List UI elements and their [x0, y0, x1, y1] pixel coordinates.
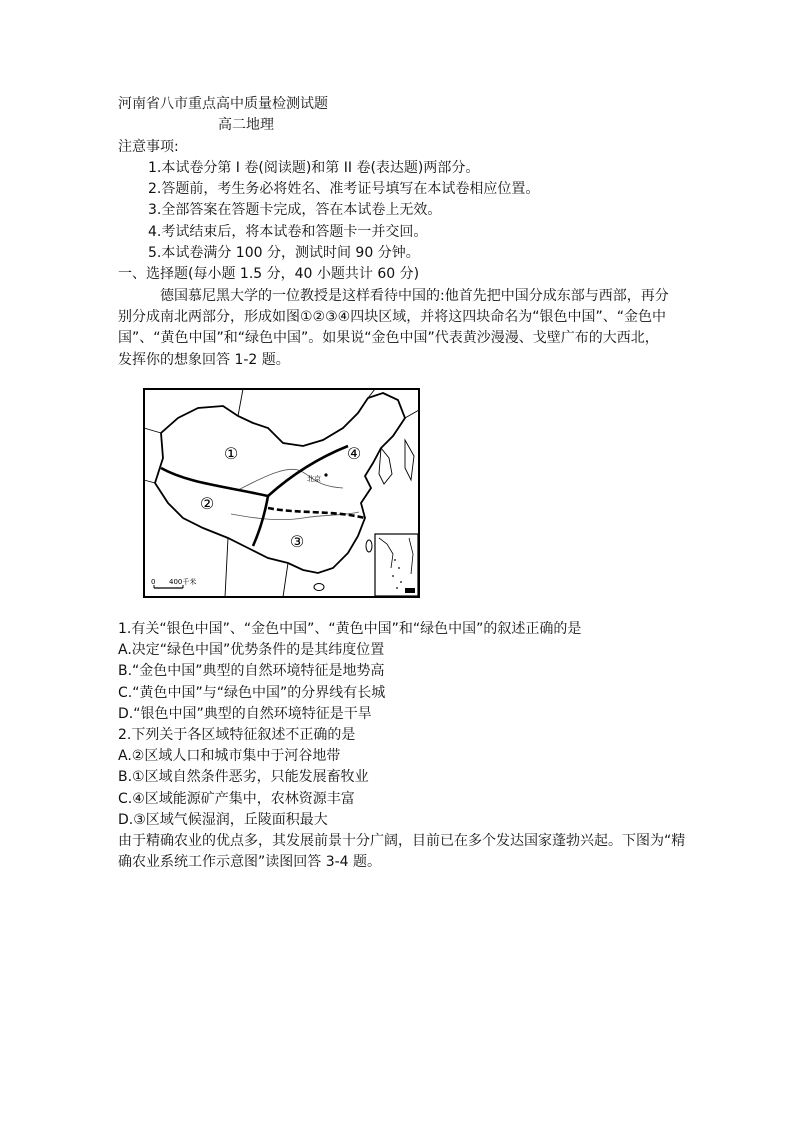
map-svg — [143, 388, 420, 598]
question-2-stem: 2.下列关于各区域特征叙述不正确的是 — [118, 726, 356, 743]
notes-heading: 注意事项: — [118, 138, 179, 155]
city-label-beijing: 北京 — [307, 475, 321, 483]
notes-item-1: 1.本试卷分第 I 卷(阅读题)和第 II 卷(表达题)两部分。 — [148, 159, 480, 176]
notes-item-3: 3.全部答案在答题卡完成，答在本试卷上无效。 — [148, 202, 442, 219]
question-1-option-d: D.“银色中国”典型的自然环境特征是干旱 — [118, 705, 372, 722]
exam-subject: 高二地理 — [218, 117, 274, 134]
question-1-option-a: A.决定“绿色中国”优势条件的是其纬度位置 — [118, 642, 385, 659]
notes-item-2: 2.答题前，考生务必将姓名、准考证号填写在本试卷相应位置。 — [148, 181, 540, 198]
section-heading: 一、选择题(每小题 1.5 分，40 小题共计 60 分) — [118, 266, 420, 283]
question-1-stem: 1.有关“银色中国”、“金色中国”、“黄色中国”和“绿色中国”的叙述正确的是 — [118, 621, 582, 637]
next-passage-line-2: 确农业系统工作示意图”读图回答 3-4 题。 — [118, 854, 382, 871]
taiwan-island — [366, 540, 372, 552]
question-2-option-b: B.①区域自然条件恶劣，只能发展畜牧业 — [118, 769, 369, 786]
scale-distance-label: 400千米 — [169, 578, 197, 586]
intro-line-4: 发挥你的想象回答 1-2 题。 — [118, 351, 290, 368]
next-passage-line-1: 由于精确农业的优点多，其发展前景十分广阔，目前已在多个发达国家蓬勃兴起。下图为“精 — [118, 832, 686, 849]
question-2-option-a: A.②区域人口和城市集中于河谷地带 — [118, 748, 341, 765]
question-2-option-d: D.③区域气候湿润，丘陵面积最大 — [118, 811, 328, 828]
region-label-3: ③ — [289, 532, 305, 551]
notes-item-4: 4.考试结束后，将本试卷和答题卡一并交回。 — [148, 223, 428, 240]
intro-line-2: 别分成南北两部分，形成如图①②③④四块区域，并将这四块命名为“银色中国”、“金色中 — [118, 308, 666, 325]
questions-block — [118, 619, 685, 873]
hainan-island — [314, 584, 324, 591]
exam-title: 河南省八市重点高中质量检测试题 — [118, 96, 328, 112]
intro-line-3: 国”、“黄色中国”和“绿色中国”。如果说“金色中国”代表黄沙漫漫、戈壁广布的大西北， — [118, 330, 659, 347]
notes-item-5: 5.本试卷满分 100 分，测试时间 90 分钟。 — [148, 245, 420, 262]
scale-zero-label: 0 — [151, 578, 156, 586]
south-china-sea-inset — [375, 534, 418, 596]
question-1-option-c: C.“黄色中国”与“绿色中国”的分界线有长城 — [118, 684, 386, 701]
region-label-4: ④ — [346, 444, 362, 463]
region-label-2: ② — [199, 494, 215, 513]
intro-line-1: 德国慕尼黑大学的一位教授是这样看待中国的:他首先把中国分成东部与西部，再分 — [160, 287, 669, 304]
region-label-1: ① — [223, 444, 239, 463]
header-block — [118, 94, 669, 371]
question-1-option-b: B.“金色中国”典型的自然环境特征是地势高 — [118, 663, 385, 680]
beijing-dot — [324, 473, 327, 476]
question-2-option-c: C.④区域能源矿产集中，农林资源丰富 — [118, 790, 355, 807]
china-region-map — [143, 388, 420, 598]
